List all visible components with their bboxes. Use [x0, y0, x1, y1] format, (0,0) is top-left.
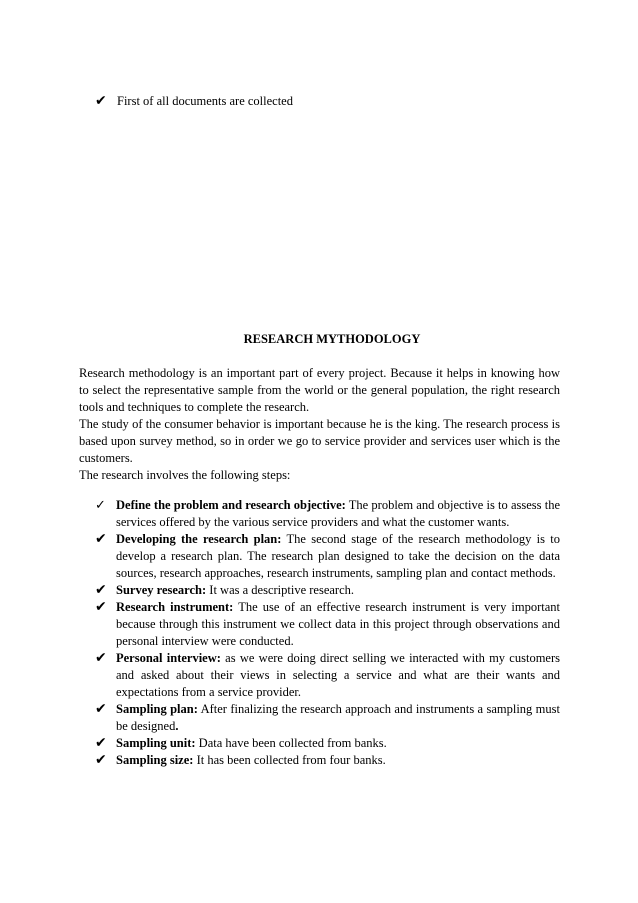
checkmark-icon: ✔: [95, 582, 107, 598]
checkmark-icon: ✔: [95, 735, 107, 751]
step-text: as we were doing direct selling we interacted with my customers and asked about their views in selecting a service and what are their wants and expectations from a service provider.: [116, 651, 560, 699]
step-title: Survey research:: [116, 583, 207, 597]
step-text: It has been collected from four banks.: [193, 753, 386, 767]
step-tail: .: [175, 719, 179, 733]
steps-list: [79, 497, 560, 769]
document-body: [79, 365, 560, 769]
steps-intro-paragraph: The research involves the following steps:: [79, 468, 291, 482]
step-title: Research instrument:: [116, 600, 234, 614]
step-text: The problem and objective is to assess the services offered by the various service providers and what the customer wants.: [116, 498, 560, 529]
step-title: Sampling size:: [116, 753, 194, 767]
step-text: After finalizing the research approach and instruments a sampling must be designed: [116, 702, 560, 733]
step-item-personal-interview: [79, 650, 560, 701]
step-title: Developing the research plan:: [116, 532, 282, 546]
step-item-sampling-plan: [79, 701, 560, 735]
step-text: Data have been collected from banks.: [195, 736, 387, 750]
checkmark-icon: ✓: [95, 498, 106, 513]
step-title: Define the problem and research objective:: [116, 498, 346, 512]
checkmark-icon: ✔: [95, 650, 107, 666]
step-title: Sampling plan:: [116, 702, 198, 716]
step-item-sampling-size: [79, 752, 560, 769]
collected-documents-item: [95, 93, 293, 110]
step-item-sampling-unit: [79, 735, 560, 752]
collected-documents-text: First of all documents are collected: [117, 94, 293, 108]
step-item-survey-research: [79, 582, 560, 599]
checkmark-icon: ✔: [95, 752, 107, 768]
step-title: Sampling unit:: [116, 736, 196, 750]
consumer-behavior-paragraph: The study of the consumer behavior is important because he is the king. The research process is based upon survey method, so in order we go to service provider and services user which is the customers.: [79, 417, 560, 465]
checkmark-icon: ✔: [95, 93, 107, 109]
step-item-define-problem: [79, 497, 560, 531]
step-text: The second stage of the research methodology is to develop a research plan. The research plan designed to take the decision on the data sources, research approaches, research instruments, sampling plan and contact methods.: [116, 532, 561, 580]
step-item-research-instrument: [79, 599, 560, 650]
step-title: Personal interview:: [116, 651, 221, 665]
checkmark-icon: ✔: [95, 701, 107, 717]
step-text: The use of an effective research instrument is very important because through this instrument we collect data in this project through observations and personal interview were conducted.: [116, 600, 560, 648]
intro-paragraph: Research methodology is an important part of every project. Because it helps in knowing how to select the representative sample from the world or the general population, the right research tools and techniques to complete the research.: [79, 366, 560, 414]
page-heading: RESEARCH MYTHODOLOGY: [243, 332, 421, 346]
checkmark-icon: ✔: [95, 531, 107, 547]
step-text: It was a descriptive research.: [206, 583, 355, 597]
step-item-research-plan: [79, 531, 560, 582]
checkmark-icon: ✔: [95, 599, 107, 615]
